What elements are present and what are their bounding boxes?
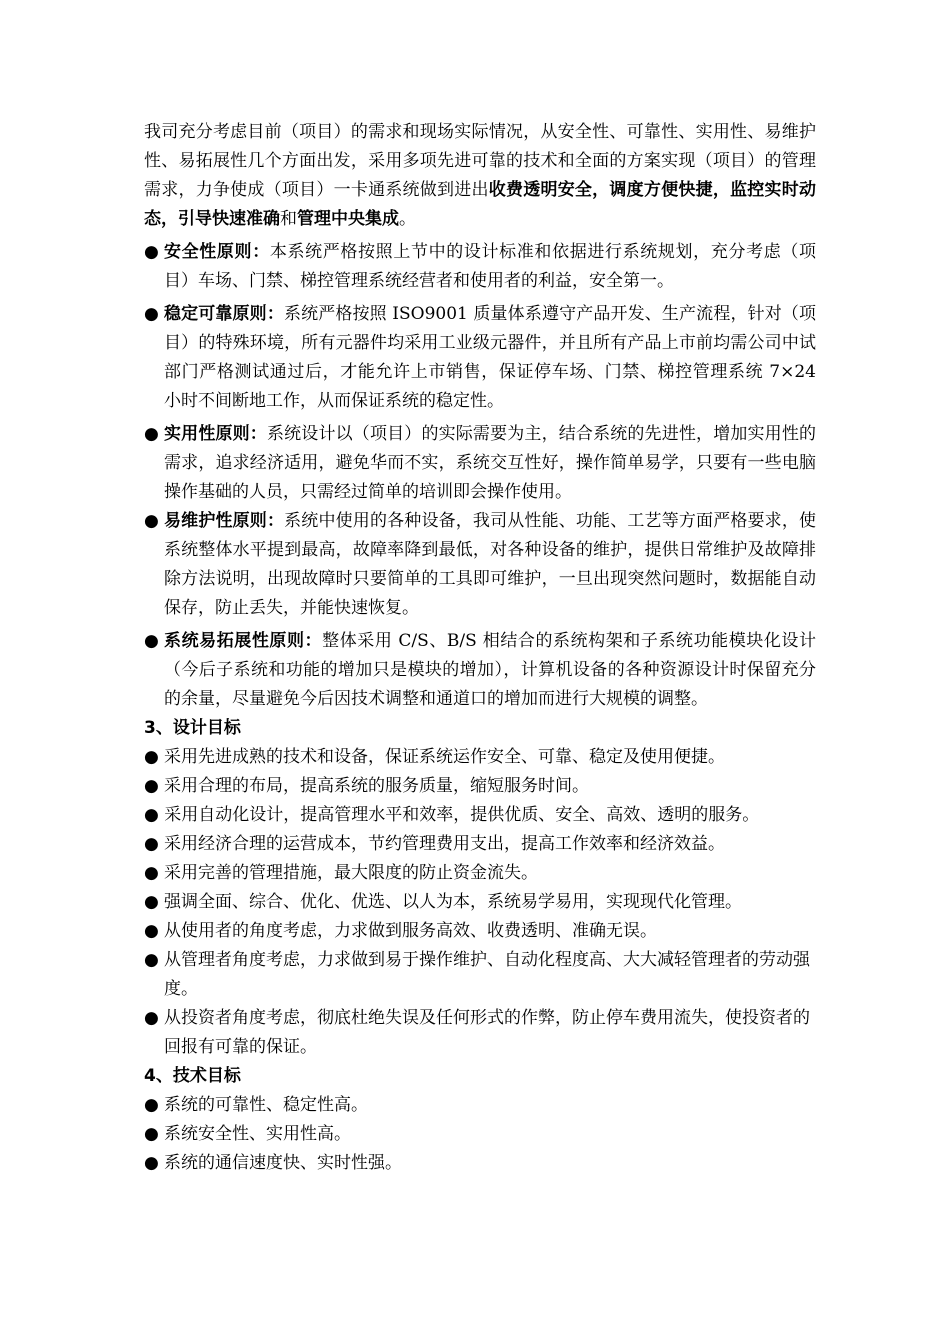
tech-goal-text: 系统的可靠性、稳定性高。 <box>164 1095 368 1115</box>
design-goal-item <box>144 1004 816 1062</box>
intro-paragraph <box>144 118 816 234</box>
bullet-icon: ● <box>144 805 159 825</box>
intro-text-and: 和 <box>280 209 297 229</box>
bullet-icon: ● <box>144 1008 159 1028</box>
principle-label: 稳定可靠原则： <box>164 304 284 324</box>
design-goal-item <box>144 888 816 917</box>
bullet-icon: ● <box>144 511 159 531</box>
principle-stability <box>144 300 816 416</box>
intro-text-end: 。 <box>399 209 416 229</box>
design-goal-text: 从投资者角度考虑，彻底杜绝失误及任何形式的作弊，防止停车费用流失，使投资者的回报有可靠的保证。 <box>164 1008 810 1057</box>
principle-text: 系统中使用的各种设备，我司从性能、功能、工艺等方面严格要求，使系统整体水平提到最高，故障率降到最低，对各种设备的维护，提供日常维护及故障排除方法说明，出现故障时只要简单的工具即可维护，一旦出现突然问题时，数据能自动保存，防止丢失，并能快速恢复。 <box>164 511 817 618</box>
principle-label: 安全性原则： <box>164 242 270 262</box>
tech-goal-text: 系统安全性、实用性高。 <box>164 1124 351 1144</box>
design-goal-text: 从使用者的角度考虑，力求做到服务高效、收费透明、准确无误。 <box>164 921 657 941</box>
principle-label: 系统易拓展性原则： <box>164 631 323 651</box>
design-goal-item <box>144 859 816 888</box>
bullet-icon: ● <box>144 1153 159 1173</box>
principle-practicality <box>144 420 816 507</box>
intro-bold-central: 管理中央集成 <box>297 209 399 229</box>
intro-text: 我司充分考虑目前（项目）的需求和现场实际情况，从安全性、可靠性、实用性、易维护性、易拓展性几个方面出发，采用多项先进可靠的技术和全面的方案实现（项目）的管理需求，力争使成（项目）一卡通系统做到进出 <box>144 122 816 200</box>
bullet-icon: ● <box>144 863 159 883</box>
design-goal-item <box>144 801 816 830</box>
bullet-icon: ● <box>144 834 159 854</box>
design-goal-item <box>144 772 816 801</box>
design-goal-text: 采用先进成熟的技术和设备，保证系统运作安全、可靠、稳定及使用便捷。 <box>164 747 725 767</box>
design-goal-item <box>144 946 816 1004</box>
bullet-icon: ● <box>144 631 159 651</box>
design-goal-text: 从管理者角度考虑，力求做到易于操作维护、自动化程度高、大大减轻管理者的劳动强度。 <box>164 950 810 999</box>
section-4-heading: 4、技术目标 <box>144 1066 241 1086</box>
principle-text: 系统设计以（项目）的实际需要为主，结合系统的先进性，增加实用性的需求，追求经济适用，避免华而不实，系统交互性好，操作简单易学，只要有一些电脑操作基础的人员，只需经过简单的培训即会操作使用。 <box>164 424 817 502</box>
bullet-icon: ● <box>144 304 159 324</box>
design-goal-text: 采用自动化设计，提高管理水平和效率，提供优质、安全、高效、透明的服务。 <box>164 805 760 825</box>
bullet-icon: ● <box>144 950 159 970</box>
principle-safety <box>144 238 816 296</box>
bullet-icon: ● <box>144 1095 159 1115</box>
tech-goal-item <box>144 1149 816 1178</box>
principle-text: 整体采用 C/S、B/S 相结合的系统构架和子系统功能模块化设计（今后子系统和功能的增加只是模块的增加），计算机设备的各种资源设计时保留充分的余量，尽量避免今后因技术调整和通道口的增加而进行大规模的调整。 <box>164 631 817 709</box>
bullet-icon: ● <box>144 747 159 767</box>
bullet-icon: ● <box>144 1124 159 1144</box>
principle-text: 系统严格按照 ISO9001 质量体系遵守产品开发、生产流程，针对（项目）的特殊环境，所有元器件均采用工业级元器件，并且所有产品上市前均需公司中试部门严格测试通过后，才能允许上市销售，保证停车场、门禁、梯控管理系统 7×24 小时不间断地工作，从而保证系统的稳定性。 <box>164 304 816 411</box>
tech-goal-item <box>144 1120 816 1149</box>
bullet-icon: ● <box>144 776 159 796</box>
design-goal-text: 采用经济合理的运营成本，节约管理费用支出，提高工作效率和经济效益。 <box>164 834 725 854</box>
design-goal-text: 强调全面、综合、优化、优选、以人为本，系统易学易用，实现现代化管理。 <box>164 892 742 912</box>
principle-label: 易维护性原则： <box>164 511 285 531</box>
document-page <box>144 118 816 1178</box>
design-goal-item <box>144 830 816 859</box>
bullet-icon: ● <box>144 892 159 912</box>
principle-label: 实用性原则： <box>164 424 267 444</box>
principle-maintainability <box>144 507 816 623</box>
tech-goal-item <box>144 1091 816 1120</box>
principle-text: 本系统严格按照上节中的设计标准和依据进行系统规划，充分考虑（项目）车场、门禁、梯控管理系统经营者和使用者的利益，安全第一。 <box>164 242 817 291</box>
intro-bold-goals: 收费透明安全，调度方便快捷，监控实时动态，引导快速准确 <box>144 180 817 229</box>
design-goal-item <box>144 743 816 772</box>
design-goal-item <box>144 917 816 946</box>
bullet-icon: ● <box>144 921 159 941</box>
design-goal-text: 采用合理的布局，提高系统的服务质量，缩短服务时间。 <box>164 776 589 796</box>
tech-goal-text: 系统的通信速度快、实时性强。 <box>164 1153 402 1173</box>
bullet-icon: ● <box>144 424 159 444</box>
design-goal-text: 采用完善的管理措施，最大限度的防止资金流失。 <box>164 863 538 883</box>
principle-extensibility <box>144 627 816 714</box>
section-3-heading: 3、设计目标 <box>144 718 241 738</box>
bullet-icon: ● <box>144 242 159 262</box>
